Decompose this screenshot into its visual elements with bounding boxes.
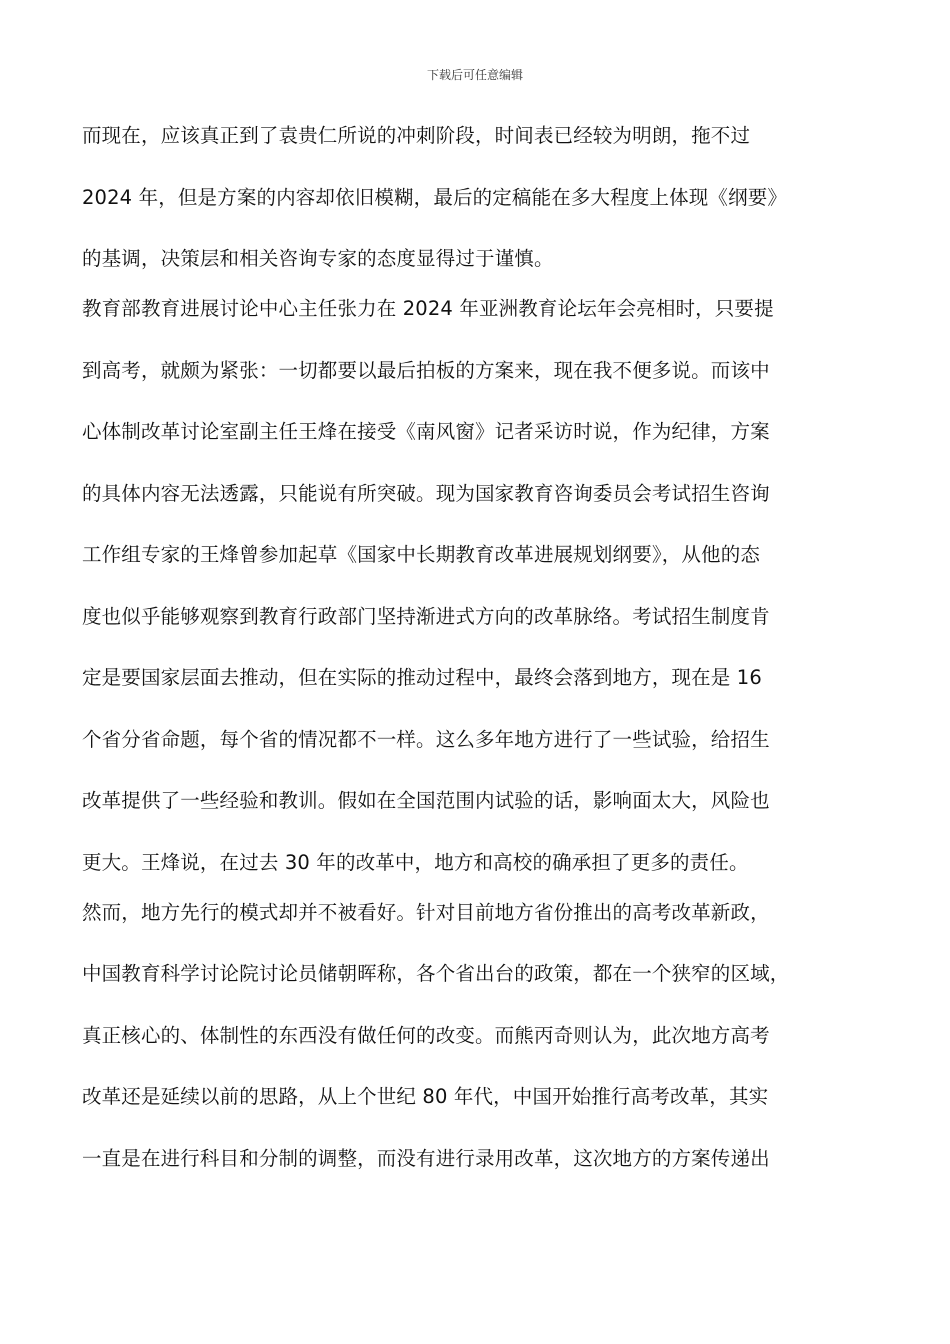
text-line: 到高考，就颇为紧张：一切都要以最后拍板的方案来，现在我不便多说。而该中 (82, 358, 770, 382)
text-line: 定是要国家层面去推动，但在实际的推动过程中，最终会落到地方，现在是 16 (82, 666, 762, 689)
document-body (82, 116, 882, 1200)
text-line: 然而，地方先行的模式却并不被看好。针对目前地方省份推出的高考改革新政， (82, 900, 770, 924)
text-line: 工作组专家的王烽曾参加起草《国家中长期教育改革进展规划纲要》，从他的态 (82, 543, 761, 566)
paragraph-1 (82, 116, 882, 289)
text-line: 2024 年，但是方案的内容却依旧模糊，最后的定稿能在多大程度上体现《纲要》 (82, 185, 788, 209)
paragraph-2 (82, 289, 882, 893)
text-line: 改革还是延续以前的思路，从上个世纪 80 年代，中国开始推行高考改革，其实 (82, 1085, 769, 1108)
text-line: 真正核心的、体制性的东西没有做任何的改变。而熊丙奇则认为，此次地方高考 (82, 1023, 770, 1047)
text-line: 度也似乎能够观察到教育行政部门坚持渐进式方向的改革脉络。考试招生制度肯 (82, 604, 770, 628)
text-line: 心体制改革讨论室副主任王烽在接受《南风窗》记者采访时说，作为纪律，方案 (82, 420, 770, 443)
paragraph-3 (82, 893, 882, 1201)
text-line: 中国教育科学讨论院讨论员储朝晖称，各个省出台的政策，都在一个狭窄的区域， (82, 962, 790, 985)
text-line: 更大。王烽说，在过去 30 年的改革中，地方和高校的确承担了更多的责任。 (82, 850, 749, 874)
page-header: 下载后可任意编辑 (426, 68, 523, 82)
text-line: 改革提供了一些经验和教训。假如在全国范围内试验的话，影响面太大，风险也 (82, 789, 770, 812)
text-line: 一直是在进行科目和分制的调整，而没有进行录用改革，这次地方的方案传递出 (82, 1146, 770, 1170)
text-line: 而现在，应该真正到了袁贵仁所说的冲刺阶段，时间表已经较为明朗，拖不过 (82, 124, 751, 147)
text-line: 的具体内容无法透露，只能说有所突破。现为国家教育咨询委员会考试招生咨询 (82, 481, 770, 505)
text-line: 个省分省命题，每个省的情况都不一样。这么多年地方进行了一些试验，给招生 (82, 727, 770, 751)
text-line: 的基调，决策层和相关咨询专家的态度显得过于谨慎。 (82, 247, 554, 270)
text-line: 教育部教育进展讨论中心主任张力在 2024 年亚洲教育论坛年会亮相时，只要提 (82, 297, 774, 320)
